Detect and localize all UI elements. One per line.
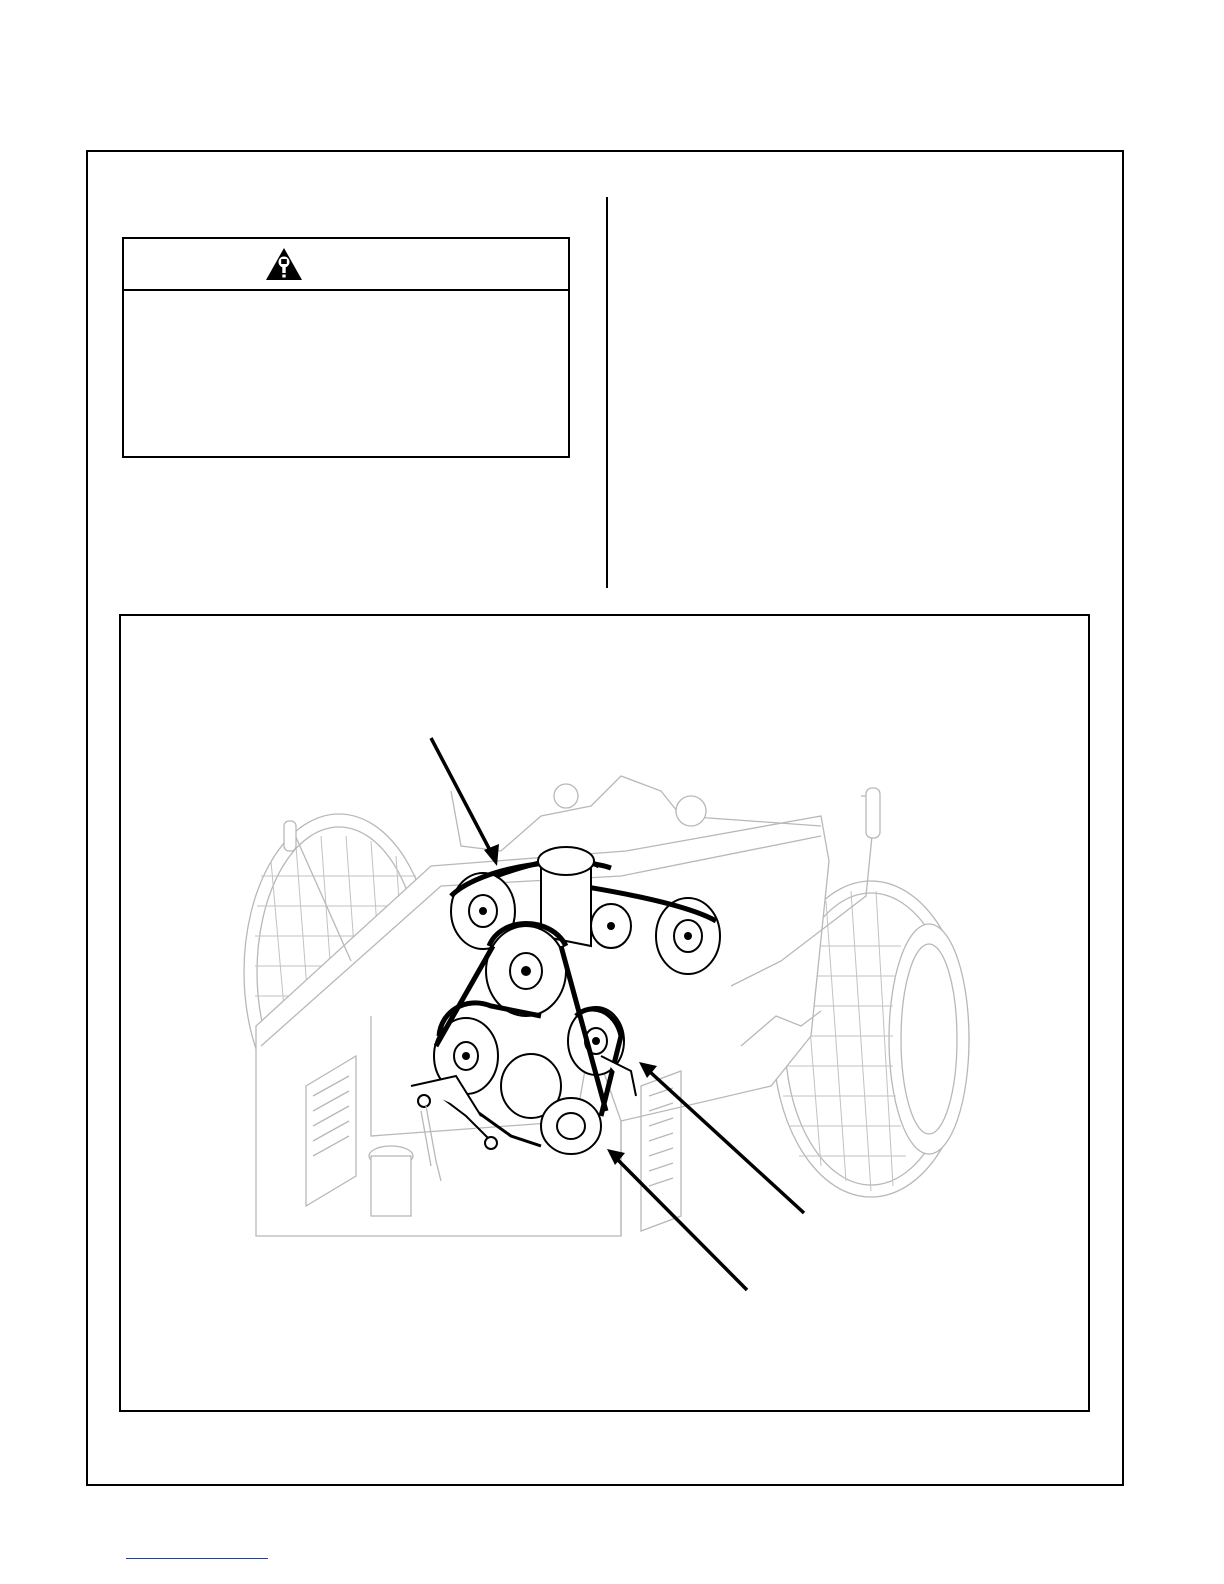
warning-text <box>124 291 568 311</box>
warning-header <box>124 239 568 291</box>
column-divider <box>606 197 608 588</box>
callout-upper-belt <box>431 738 493 856</box>
mower-drive-illustration <box>121 616 1088 1410</box>
footer-link[interactable] <box>126 1558 268 1559</box>
figure-box <box>119 614 1090 1412</box>
warning-box <box>122 237 570 458</box>
warning-triangle-icon <box>265 247 303 281</box>
